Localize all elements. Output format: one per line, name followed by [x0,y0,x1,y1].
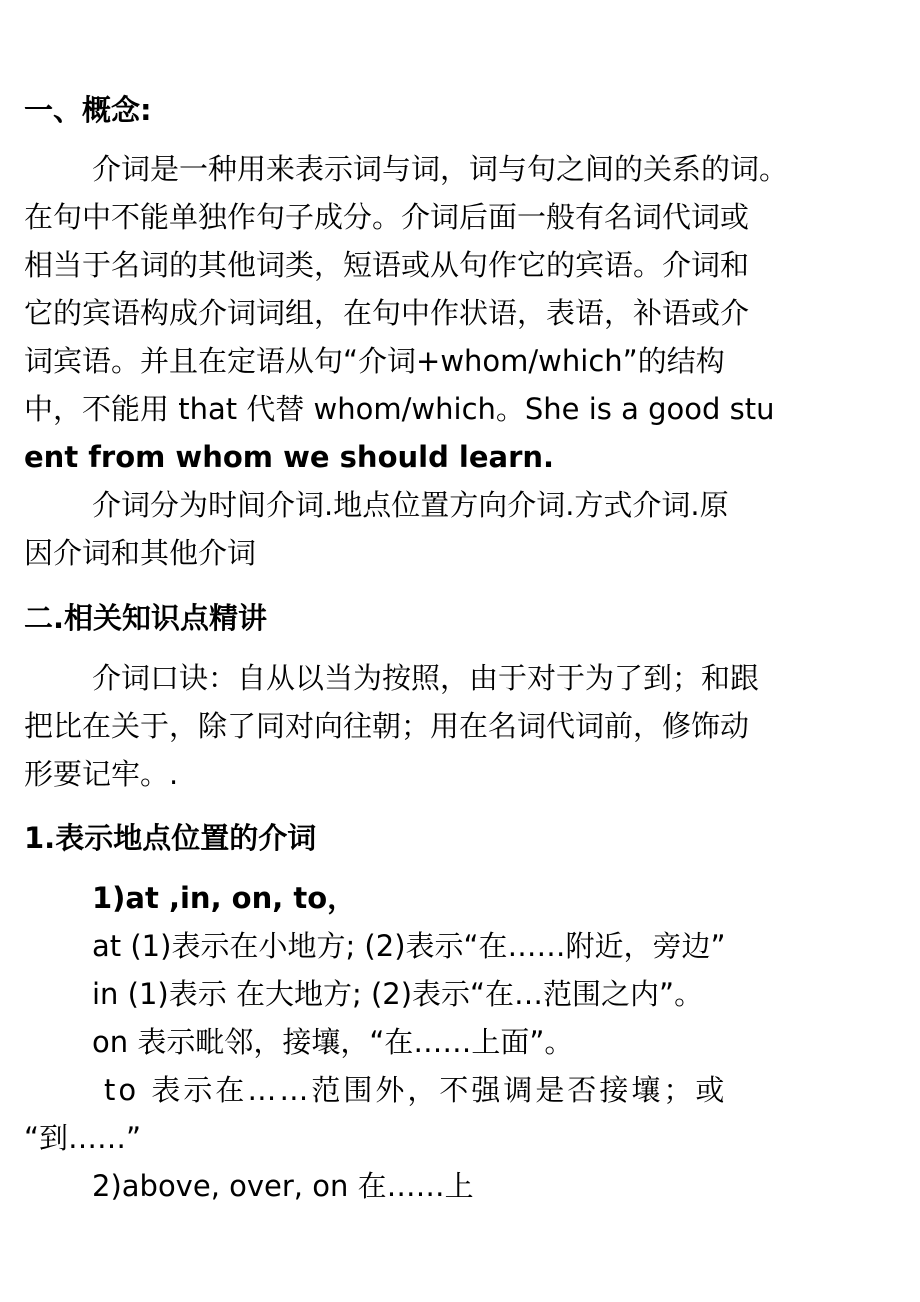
paragraph-line: 形要记牢。. [24,757,179,791]
paragraph-line: ent from whom we should learn. [24,440,555,474]
section-heading-concept: 一、概念: [24,93,152,127]
paragraph-line: 介词分为时间介词.地点位置方向介词.方式介词.原 [92,488,729,522]
list-item: in (1)表示 在大地方; (2)表示“在…范围之内”。 [92,977,704,1011]
section-heading-knowledge: 二.相关知识点精讲 [24,601,268,635]
paragraph-line: 介词口诀：自从以当为按照，由于对于为了到；和跟 [92,661,760,695]
paragraph-line: 它的宾语构成介词词组，在句中作状语，表语，补语或介 [24,296,750,330]
paragraph-line: 介词是一种用来表示词与词，词与句之间的关系的词。 [92,152,789,186]
list-item: 1)at ,in, on, to， [92,881,357,915]
list-item: 2)above, over, on 在……上 [92,1169,474,1203]
paragraph-line: 在句中不能单独作句子成分。介词后面一般有名词代词或 [24,200,750,234]
list-item: to 表示在……范围外，不强调是否接壤；或 [104,1073,728,1107]
paragraph-line: 因介词和其他介词 [24,536,257,570]
list-item: on 表示毗邻，接壤，“在……上面”。 [92,1025,574,1059]
paragraph-line: 词宾语。并且在定语从句“介词+whom/which”的结构 [24,344,725,378]
paragraph-line: 相当于名词的其他词类，短语或从句作它的宾语。介词和 [24,248,750,282]
list-item: “到……” [24,1121,142,1155]
section-heading-place-prepositions: 1.表示地点位置的介词 [24,821,317,855]
list-item: at (1)表示在小地方; (2)表示“在……附近，旁边” [92,929,726,963]
paragraph-line: 中，不能用 that 代替 whom/which。She is a good stu [24,392,775,426]
paragraph-line: 把比在关于，除了同对向往朝；用在名词代词前，修饰动 [24,709,750,743]
